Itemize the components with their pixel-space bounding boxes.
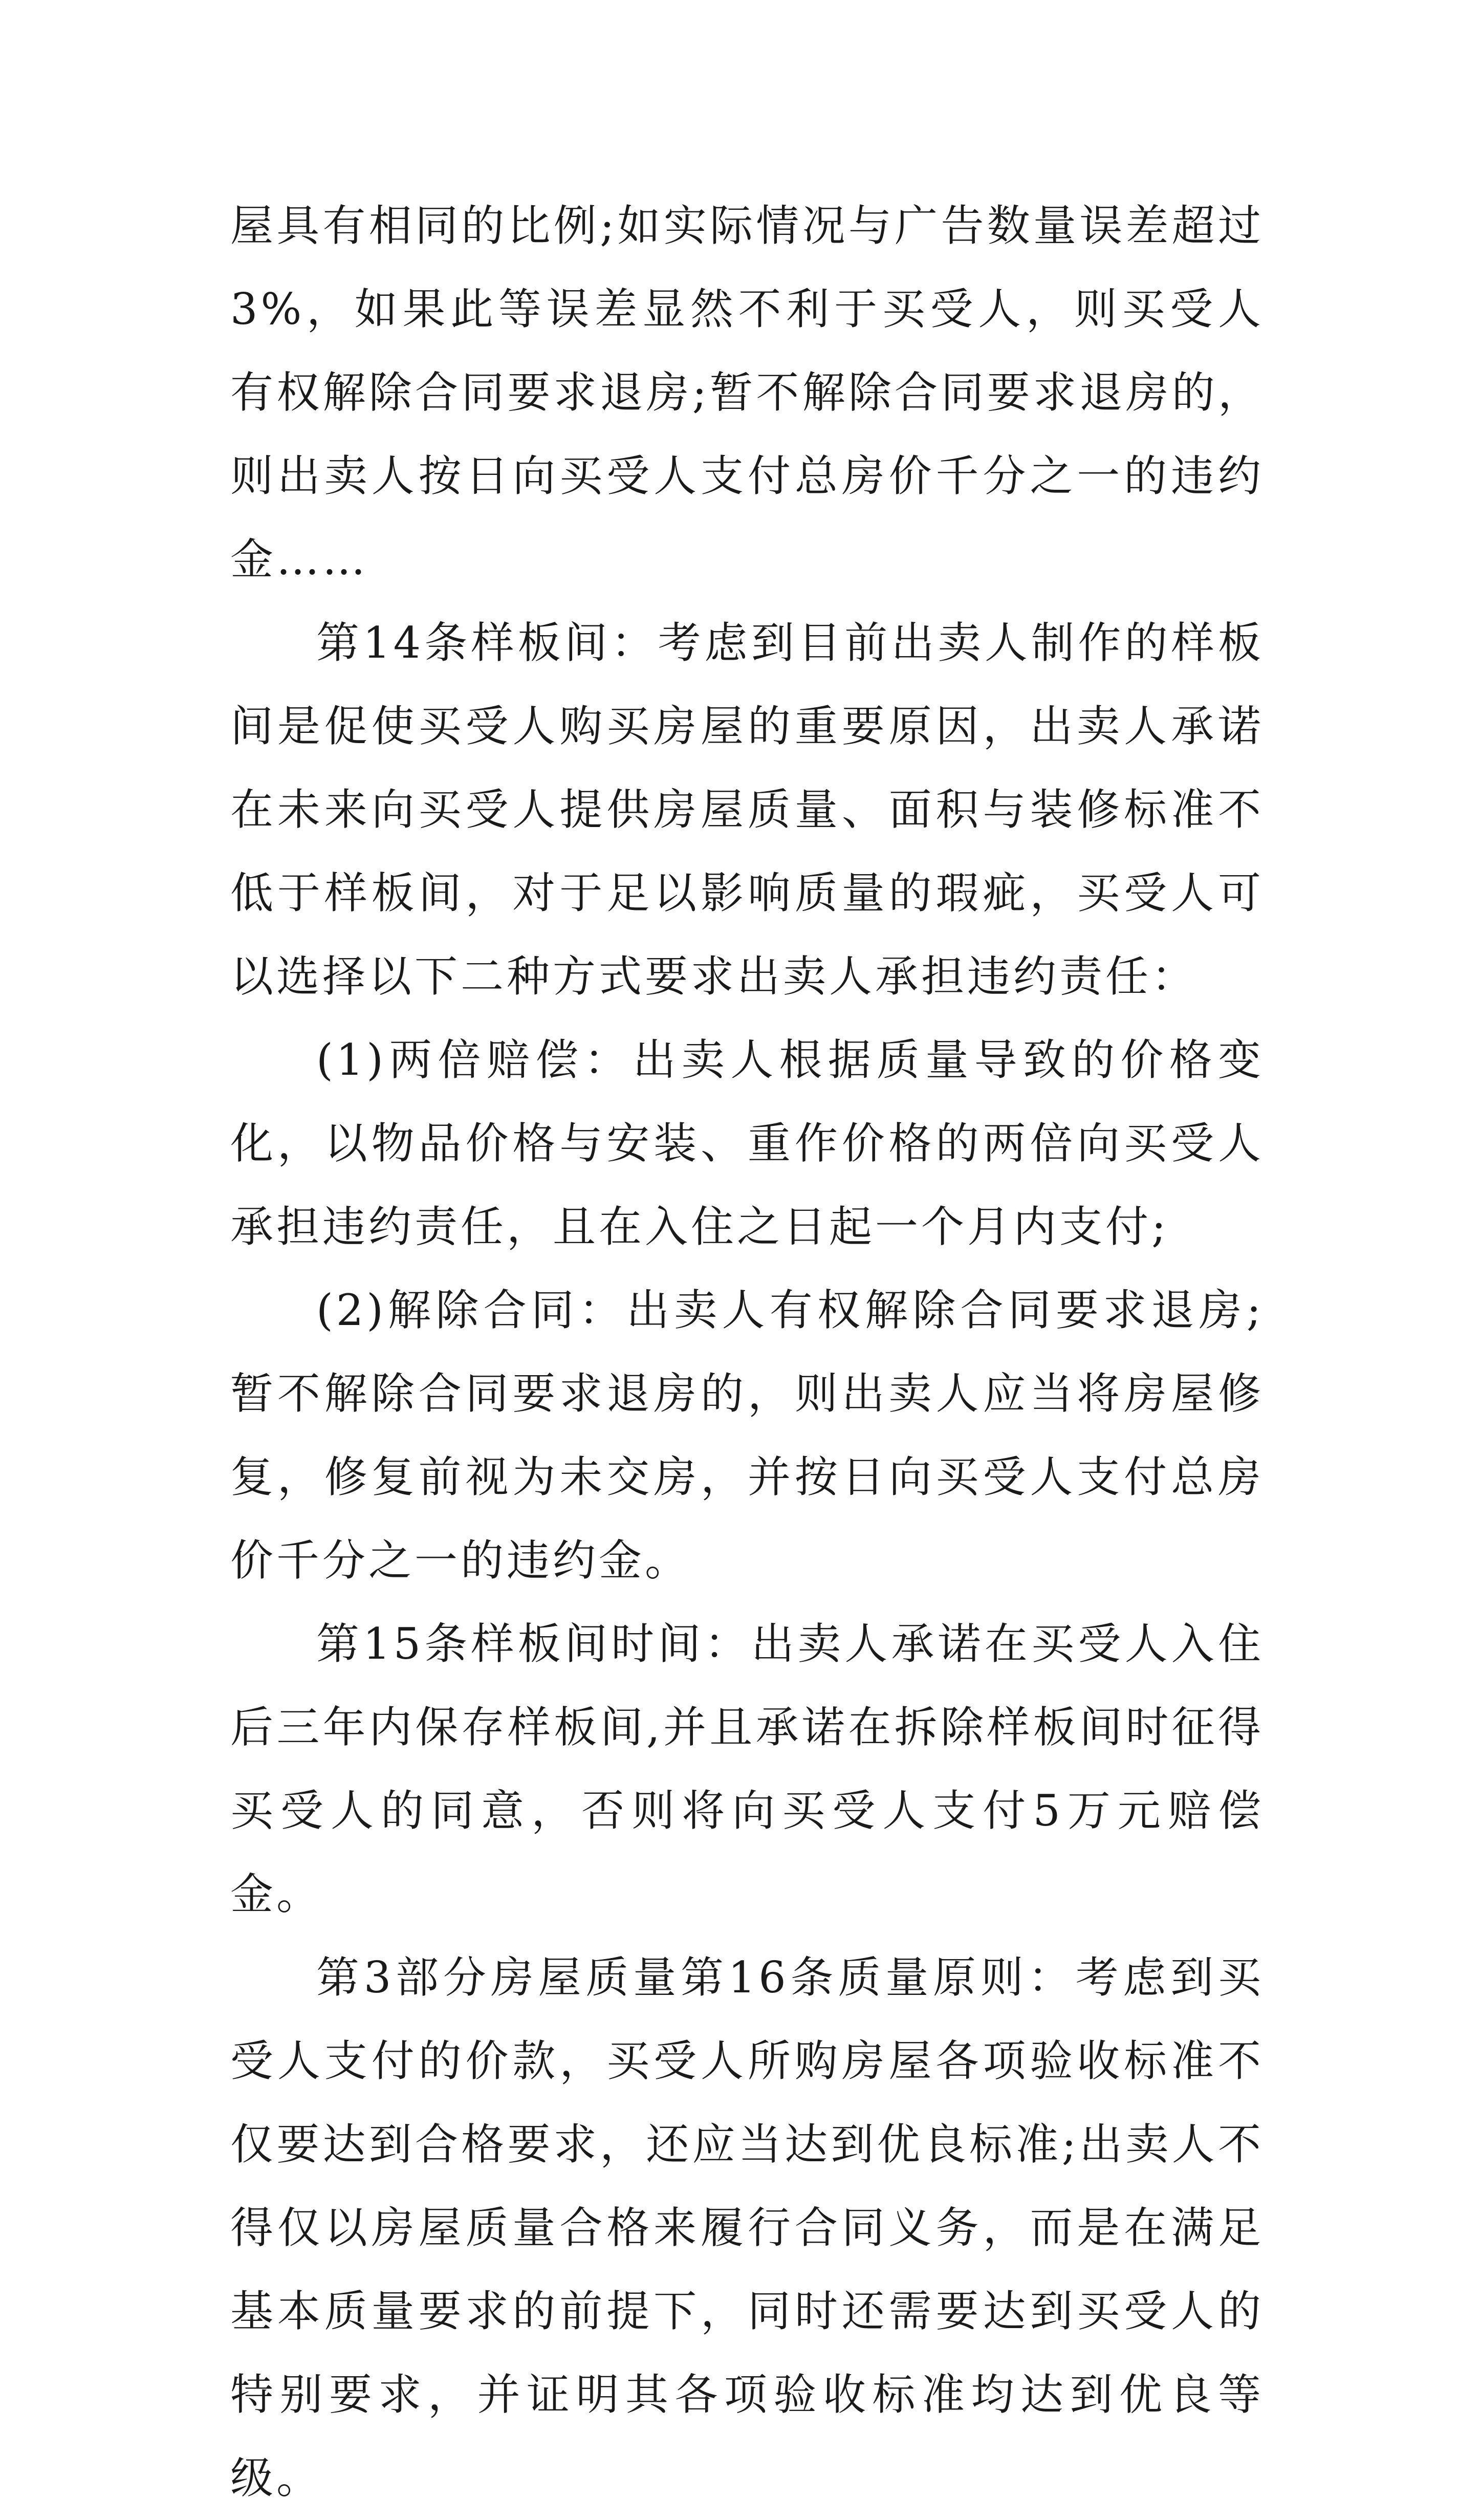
paragraph-advertising-area-error: 屋具有相同的比例;如实际情况与广告数量误差超过3%，如果此等误差显然不利于买受人，则买受人有权解除合同要求退房;暂不解除合同要求退房的，则出卖人按日向买受人支付总房价千分之一的违约金…… <box>230 201 1264 584</box>
paragraph-double-compensation: (1)两倍赔偿：出卖人根据质量导致的价格变化，以物品价格与安装、重作价格的两倍向买受人承担违约责任，且在入住之日起一个月内支付; <box>230 1035 1264 1252</box>
paragraph-article-15-showroom-duration: 第15条样板间时间：出卖人承诺在买受人入住后三年内保存样板间,并且承诺在拆除样板间时征得买受人的同意，否则将向买受人支付5万元赔偿金。 <box>230 1619 1264 1919</box>
paragraph-contract-termination: (2)解除合同：出卖人有权解除合同要求退房;暂不解除合同要求退房的，则出卖人应当将房屋修复，修复前视为未交房，并按日向买受人支付总房价千分之一的违约金。 <box>230 1285 1264 1585</box>
paragraph-article-14-showroom: 第14条样板间：考虑到目前出卖人制作的样板间是促使买受人购买房屋的重要原因，出卖人承诺在未来向买受人提供房屋质量、面积与装修标准不低于样板间，对于足以影响质量的瑕疵，买受人可以选择以下二种方式要求出卖人承担违约责任： <box>230 618 1264 1002</box>
paragraph-article-16-quality-principle: 第3部分房屋质量第16条质量原则：考虑到买受人支付的价款，买受人所购房屋各项验收标准不仅要达到合格要求，还应当达到优良标准;出卖人不得仅以房屋质量合格来履行合同义务，而是在满足基本质量要求的前提下，同时还需要达到买受人的特别要求，并证明其各项验收标准均达到优良等级。 <box>230 1952 1264 2503</box>
document-body <box>230 184 1264 2520</box>
